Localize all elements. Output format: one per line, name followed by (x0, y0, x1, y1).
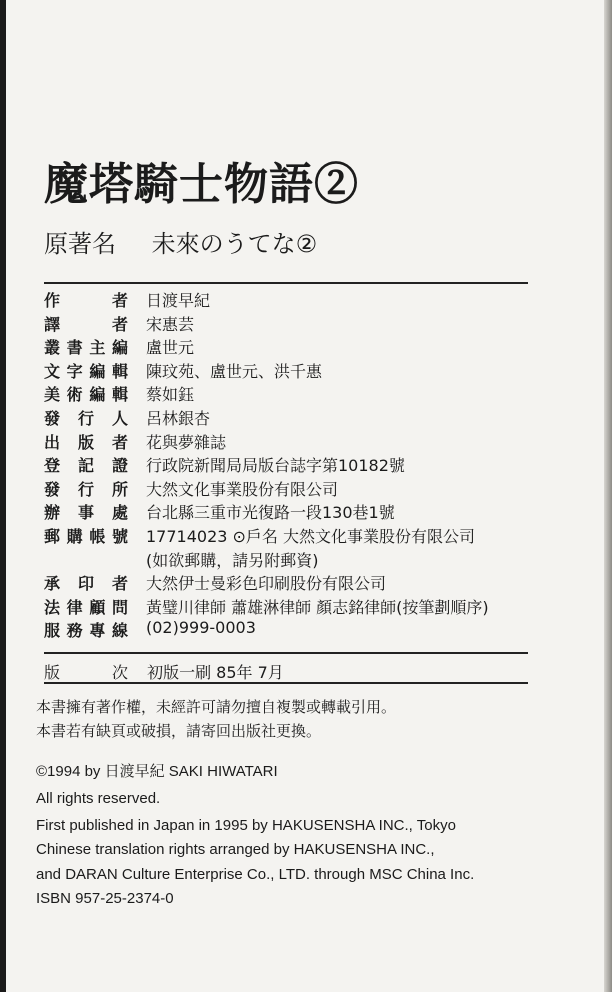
rights-line: All rights reserved. (36, 790, 161, 807)
credit-label: 法律顧問 (44, 597, 128, 617)
credit-row (44, 430, 524, 454)
credit-value: 宋惠芸 (146, 314, 195, 334)
copyright-line: ©1994 by 日渡早紀 SAKI HIWATARI (36, 763, 278, 780)
credit-row (44, 571, 524, 595)
credit-row (44, 312, 524, 336)
original-title-value: 未來のうてな② (151, 230, 318, 258)
credit-value: 呂林銀杏 (146, 408, 211, 428)
credit-label: 譯者 (44, 314, 128, 334)
edition-row (44, 660, 284, 683)
credit-row (44, 335, 524, 359)
credits-list (44, 288, 524, 642)
credit-value: 花與夢雜誌 (146, 432, 227, 452)
credit-row (44, 477, 524, 501)
credit-label: 叢書主編 (44, 338, 128, 358)
credit-value: (02)999-0003 (146, 618, 256, 638)
credit-label: 服務專線 (44, 621, 128, 641)
page-left-edge (0, 0, 6, 992)
original-title (44, 224, 317, 259)
credit-value: 台北縣三重市光復路一段130巷1號 (146, 503, 395, 523)
replacement-notice: 本書若有缺頁或破損，請寄回出版社更換。 (36, 722, 322, 740)
credit-value: (如欲郵購，請另附郵資) (146, 550, 319, 570)
credit-value: 蔡如鈺 (146, 385, 195, 405)
credit-label: 辦事處 (44, 503, 128, 523)
book-title: 魔塔騎士物語② (44, 159, 359, 210)
credit-value: 大然伊士曼彩色印刷股份有限公司 (146, 574, 387, 594)
divider-bottom (44, 682, 528, 684)
credit-row (44, 595, 524, 619)
credit-value: 大然文化事業股份有限公司 (146, 479, 339, 499)
isbn-line: ISBN 957-25-2374-0 (36, 890, 174, 907)
credit-row (44, 453, 524, 477)
credit-label: 美術編輯 (44, 385, 128, 405)
credit-row (44, 500, 524, 524)
divider-middle (44, 652, 528, 654)
original-title-label: 原著名 (44, 230, 116, 258)
divider-top (44, 282, 528, 284)
page-right-edge (604, 0, 612, 992)
agency-line: and DARAN Culture Enterprise Co., LTD. through MSC China Inc. (36, 866, 475, 883)
credit-row (44, 524, 524, 548)
copyright-notice: 本書擁有著作權，未經許可請勿擅自複製或轉載引用。 (36, 698, 397, 716)
credit-value: 17714023 ⊙戶名 大然文化事業股份有限公司 (146, 526, 476, 546)
credit-label: 出版者 (44, 432, 128, 452)
translation-rights-line: Chinese translation rights arranged by HAKUSENSHA INC., (36, 841, 435, 858)
edition-label: 版次 (44, 663, 128, 682)
credit-label: 登記證 (44, 456, 128, 476)
credit-label: 郵購帳號 (44, 526, 128, 546)
credit-label: 作者 (44, 291, 128, 310)
publication-line: First published in Japan in 1995 by HAKUSENSHA INC., Tokyo (36, 817, 456, 834)
credit-row (44, 548, 524, 572)
credit-value: 黃璧川律師 蕭雄淋律師 顏志銘律師(按筆劃順序) (146, 597, 489, 617)
credit-row (44, 406, 524, 430)
credit-value: 陳玟苑、盧世元、洪千惠 (146, 361, 323, 381)
credit-label: 發行人 (44, 408, 128, 428)
credit-label: 發行所 (44, 479, 128, 499)
edition-value: 初版一刷 85年 7月 (147, 663, 284, 682)
credit-value: 日渡早紀 (146, 291, 211, 310)
credit-label: 承印者 (44, 574, 128, 594)
credit-row (44, 288, 524, 312)
credit-value: 行政院新聞局局版台誌字第10182號 (146, 456, 405, 476)
credit-label: 文字編輯 (44, 361, 128, 381)
credit-row (44, 618, 524, 642)
credit-value: 盧世元 (146, 338, 195, 358)
credit-row (44, 382, 524, 406)
credit-row (44, 359, 524, 383)
